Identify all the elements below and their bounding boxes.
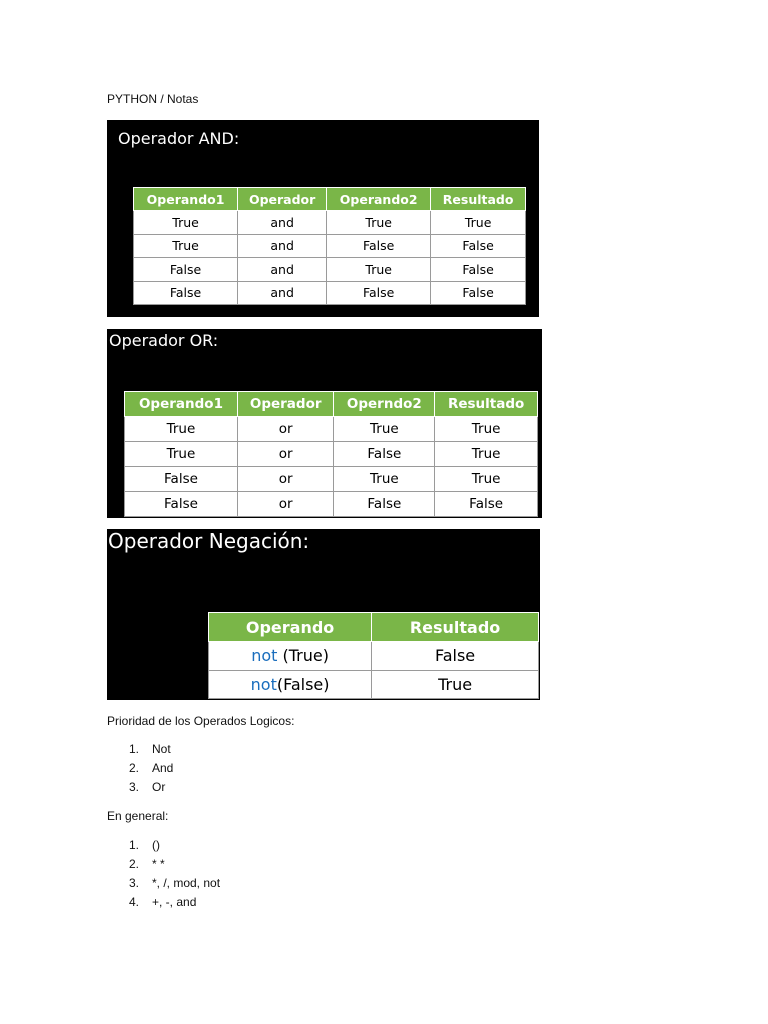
operand2-cell: False [327,281,431,305]
column-header: Operador [238,188,327,211]
list-item [107,778,173,797]
list-item [107,874,220,893]
result-cell: True [435,442,538,467]
operand2-cell: True [334,417,435,442]
column-header: Operando [209,613,372,642]
operator-cell: or [237,467,334,492]
not-operator-panel [107,529,540,700]
operand2-cell: True [327,211,431,235]
and-operator-panel [107,120,539,317]
table-row [209,670,539,699]
table-row [125,442,538,467]
result-cell: True [431,211,526,235]
list-text: *, /, mod, not [152,876,221,890]
operand1-cell: True [134,234,238,258]
table-row [134,258,526,282]
operand1-cell: False [125,492,238,517]
not-keyword: not [250,674,277,694]
document-title: PYTHON / Notas [107,92,199,106]
table-row [134,234,526,258]
table-row [125,467,538,492]
column-header: Operndo2 [334,392,435,417]
list-item [107,855,220,874]
or-truth-table [124,391,538,517]
operand1-cell: False [134,258,238,282]
column-header: Operador [237,392,334,417]
table-row [125,417,538,442]
result-cell: True [435,467,538,492]
table-row [134,211,526,235]
list-number: 3. [129,876,140,890]
list-number: 4. [129,895,140,909]
column-header: Resultado [435,392,538,417]
column-header: Operando2 [327,188,431,211]
list-number: 3. [129,780,140,794]
result-cell: False [372,642,539,671]
and-truth-table [133,187,526,305]
operand2-cell: True [327,258,431,282]
general-list [107,836,220,912]
operator-cell: or [237,442,334,467]
column-header: Resultado [431,188,526,211]
column-header: Operando1 [125,392,238,417]
operator-cell: or [237,417,334,442]
list-number: 2. [129,857,140,871]
table-row [134,281,526,305]
list-text: () [152,838,160,852]
operand1-cell: True [134,211,238,235]
operator-cell: and [238,234,327,258]
result-cell: False [435,492,538,517]
operand1-cell: True [125,417,238,442]
or-operator-panel [107,329,542,518]
list-text: Not [152,742,171,756]
list-number: 2. [129,761,140,775]
general-heading: En general: [107,809,169,823]
priority-list [107,740,173,797]
list-number: 1. [129,838,140,852]
operand-value: (False) [276,674,330,694]
table-header-row [125,392,538,417]
operand-cell [209,670,372,699]
list-number: 1. [129,742,140,756]
result-cell: False [431,258,526,282]
list-text: And [152,761,174,775]
operand1-cell: True [125,442,238,467]
list-text: * * [152,857,165,871]
operator-cell: and [238,281,327,305]
result-cell: False [431,281,526,305]
operator-cell: and [238,258,327,282]
or-panel-title: Operador OR: [109,331,219,350]
not-truth-table [208,612,539,699]
table-row [125,492,538,517]
operand2-cell: False [334,492,435,517]
list-item [107,759,173,778]
not-panel-title: Operador Negación: [108,529,310,553]
operator-cell: or [237,492,334,517]
column-header: Operando1 [134,188,238,211]
list-text: +, -, and [152,895,197,909]
table-row [209,642,539,671]
result-cell: False [431,234,526,258]
list-item [107,836,220,855]
list-item [107,893,220,912]
table-header-row [134,188,526,211]
table-header-row [209,613,539,642]
operand2-cell: True [334,467,435,492]
priority-heading: Prioridad de los Operados Logicos: [107,714,295,728]
operand2-cell: False [327,234,431,258]
list-item [107,740,173,759]
operand1-cell: False [134,281,238,305]
operand-value: (True) [277,646,329,666]
result-cell: True [435,417,538,442]
operator-cell: and [238,211,327,235]
operand-cell [209,642,372,671]
operand2-cell: False [334,442,435,467]
and-panel-title: Operador AND: [118,129,240,148]
list-text: Or [152,780,166,794]
column-header: Resultado [372,613,539,642]
result-cell: True [372,670,539,699]
not-keyword: not [251,646,278,666]
operand1-cell: False [125,467,238,492]
